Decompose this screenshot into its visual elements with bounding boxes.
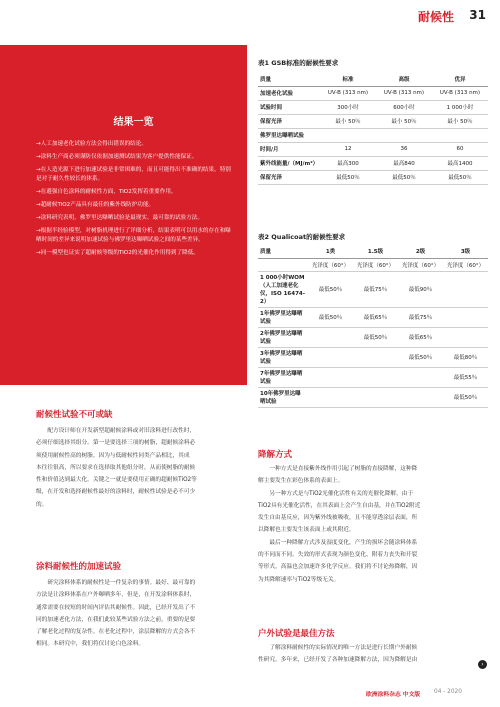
text-line: 须使用耐候性高的树脂。因为与低耐候性同类产品相比，其成 — [36, 452, 190, 459]
table-cell: 36 — [376, 142, 432, 156]
paragraph — [258, 463, 488, 586]
table-cell: 最低50％ — [353, 327, 398, 347]
table-cell — [353, 387, 398, 407]
table-cell — [320, 128, 376, 142]
text-line: 通常需要在较短的时间内评估其耐候性。因此，已经开发出了不 — [36, 604, 196, 611]
table-cell: 最小 50％ — [432, 114, 488, 128]
table-cell: 1 000小时 — [432, 100, 488, 114]
footer-magazine-name: 欧洲涂料杂志 中文版 — [366, 692, 421, 698]
header-cell: 质量 — [258, 72, 320, 86]
table-cell: 最低50％ — [308, 271, 353, 307]
header-cell: 3级 — [443, 245, 488, 258]
subheader-cell: 光泽度（60°） — [308, 258, 353, 271]
table-cell: 最低65％ — [353, 307, 398, 327]
summary-item: →根据半经验模型，对树脂机理进行了详细分析，结果表明可以用水的存在和曝晒时间的差异来说明加速试验与佛罗里达曝晒试验之间的某些差异。 — [36, 228, 231, 243]
table-cell: 最高300 — [320, 156, 376, 170]
text-line: 最后一种降解方式涉及湿度变化，产生的损坏会随涂料体系 — [258, 539, 418, 546]
row-label: 7年佛罗里达曝晒试验 — [258, 367, 308, 387]
table-header-row — [258, 245, 488, 258]
table-row — [258, 170, 488, 184]
header-cell: 1类 — [308, 245, 353, 258]
table-row — [258, 307, 488, 327]
text-line: 同的加速老化方法，在我们此较某些试验方法之前，重要的是要 — [36, 616, 196, 623]
table-cell: 最低50％ — [443, 387, 488, 407]
table-cell: 300小时 — [320, 100, 376, 114]
table-cell — [308, 327, 353, 347]
table-cell — [443, 271, 488, 307]
header-cell: 优异 — [432, 72, 488, 86]
table-cell — [308, 387, 353, 407]
text-line: 解主要发生在彩色体系的表面上。 — [258, 478, 344, 485]
section-heading: 户外试验是最佳方法 — [258, 629, 335, 639]
text-line: 本往往很高，所以要求在选择取其他组分时，从而使树脂的耐候 — [36, 464, 196, 471]
summary-item: →在避强自色涂料的耐候性方面，TiO2发挥着重要作用。 — [36, 189, 177, 195]
row-label: 紫外线能量/（MJ/m²） — [258, 156, 320, 170]
paragraph — [36, 425, 248, 511]
table-row — [258, 114, 488, 128]
header-cell: 质量 — [258, 245, 308, 258]
table-cell: 最高840 — [376, 156, 432, 170]
summary-item: →涂料生产商必须谨防仅依据加速测试结果为客户提供性能保证。 — [36, 154, 198, 160]
table-cell: 600小时 — [376, 100, 432, 114]
text-line: 的不同而不同。失效的形式表现为颜色变化、附着力丧失和开裂 — [258, 552, 418, 559]
table-cell — [308, 367, 353, 387]
table-cell — [308, 347, 353, 367]
table-title: 表2 Qualicoat的耐候性要求 — [258, 233, 346, 241]
table-cell: 最低75％ — [398, 307, 443, 327]
table-cell: 最低50％ — [308, 307, 353, 327]
table-cell: 最低90％ — [398, 271, 443, 307]
table-cell: 最小 50％ — [376, 114, 432, 128]
section-heading: 耐候性试验不可或缺 — [36, 410, 113, 420]
summary-item: →在人造光源下进行加速试验是非常困难的，而且可能得出不准确的结果，特别是对于耐久性较长的体系。 — [36, 167, 231, 182]
text-line: 性和价值达到最大化。关键之一就是要使用正确的超耐候TiO2等 — [36, 477, 197, 484]
row-label: 10年佛罗里达曝晒试验 — [258, 387, 308, 407]
text-line: 的。 — [36, 501, 48, 508]
table-cell — [443, 307, 488, 327]
table-cell: 60 — [432, 142, 488, 156]
table-cell: UV-B (313 nm) — [376, 86, 432, 100]
text-line: 方法是让涂料体系在户外曝晒多年，但是，在开发涂料体系时， — [36, 592, 196, 599]
table-row — [258, 142, 488, 156]
text-line: 研究涂料体系的耐候性是一件复杂的事情。最好、最可靠的 — [36, 580, 196, 586]
table-cell — [443, 327, 488, 347]
text-line: 级，在开发和选择耐候性最好的涂料时，耐候性试验是必不可少 — [36, 489, 196, 496]
table-cell — [353, 367, 398, 387]
table-header-row — [258, 72, 488, 86]
summary-item: →同一模型也证实了超耐候等级的TiO2的光催化作用得到了降低。 — [36, 250, 199, 256]
table-cell: 最低50％ — [376, 170, 432, 184]
header-cell: 高级 — [376, 72, 432, 86]
header-cell: 2级 — [398, 245, 443, 258]
section-heading: 涂料耐候性的加速试验 — [36, 562, 122, 572]
results-summary-box — [0, 45, 247, 385]
table-title: 表1 GSB标准的耐候性要求 — [258, 59, 339, 67]
row-label: 3年佛罗里达曝晒试验 — [258, 347, 308, 367]
header-cell: 标准 — [320, 72, 376, 86]
row-label: 加速老化试验 — [258, 86, 320, 100]
text-line: 相同。本研究中，我们将仅讨论白色涂料。 — [36, 641, 145, 648]
table-cell — [398, 387, 443, 407]
table-row — [258, 100, 488, 114]
text-line: 为其降解速率与TiO2等级无关。 — [258, 576, 340, 583]
table-row — [258, 347, 488, 367]
paragraph — [258, 642, 480, 667]
row-label: 试验时间 — [258, 100, 320, 114]
row-label: 保留光泽 — [258, 170, 320, 184]
row-label: 时间/月 — [258, 142, 320, 156]
paragraph — [36, 577, 248, 651]
qualicoat-requirements-table — [258, 245, 488, 408]
table-row — [258, 156, 488, 170]
page-number: 31 — [469, 8, 486, 22]
text-line: 性研究。多年来，已经开发了各种加速降解方法，因为降解是由 — [258, 657, 418, 664]
table-cell: 最低80％ — [443, 347, 488, 367]
table-cell: 最小 50％ — [320, 114, 376, 128]
table-row — [258, 86, 488, 100]
table-cell: UV-B (313 nm) — [432, 86, 488, 100]
table-row — [258, 327, 488, 347]
table-cell — [376, 128, 432, 142]
row-label: 1 000小时WOM（人工加速老化仪，ISO 16474-2） — [258, 271, 308, 307]
row-label: 1年佛罗里达曝晒试验 — [258, 307, 308, 327]
subheader-cell: 光泽度（60°） — [398, 258, 443, 271]
table-cell: 12 — [320, 142, 376, 156]
table-cell: 最低75％ — [353, 271, 398, 307]
subheader-cell: 光泽度（60°） — [353, 258, 398, 271]
table-row — [258, 271, 488, 307]
text-line: 另一种方式是与TiO2光催化活性有关的光催化降解，由于 — [258, 490, 414, 497]
page-header-title: 耐候性 — [417, 10, 454, 24]
table-cell: 最低65％ — [398, 327, 443, 347]
text-line: 了解涂料耐候性的实际情况的唯一方法是进行长期户外耐候 — [258, 645, 418, 651]
summary-item: →涂料研究表明，佛罗里达曝晒试验是最现实、最可靠的试验方法。 — [36, 215, 203, 221]
table-cell: 最低50％ — [320, 170, 376, 184]
row-label: 佛罗里达曝晒试验 — [258, 128, 320, 142]
subheader-cell — [258, 258, 308, 271]
text-line: 配方设计师在开发新型超耐候涂料或对旧涂料进行改性时， — [36, 428, 196, 434]
text-line: 发生自由基反应，因为紫外线被吸收，且不能穿透涂层表面，所 — [258, 515, 418, 522]
table-cell: 最低50％ — [432, 170, 488, 184]
table-cell — [432, 128, 488, 142]
footer-issue: 04 - 2020 — [434, 689, 462, 695]
text-line: 等形式。高温也会加速许多化学反应。我们将不讨论热降解，因 — [258, 564, 418, 571]
table-row — [258, 387, 488, 407]
gsb-requirements-table — [258, 72, 488, 185]
table-row — [258, 367, 488, 387]
section-heading: 降解方式 — [258, 450, 293, 460]
table-cell: 最低50％ — [398, 347, 443, 367]
text-line: 一种方式是直接紫外线作用引起了树脂的直接降解，这种降 — [258, 466, 418, 472]
text-line: 必须仔细选择其组分。第一是要选择三项的树脂，超耐候涂料必 — [36, 440, 196, 447]
summary-title: 结果一览 — [113, 117, 154, 128]
table-cell: 最低55％ — [443, 367, 488, 387]
table-cell — [398, 367, 443, 387]
table-subheader-row — [258, 258, 488, 271]
table-cell: UV-B (313 nm) — [320, 86, 376, 100]
header-cell: 1.5级 — [353, 245, 398, 258]
summary-item: →超耐候TiO2产品具有最佳的紫外线防护功能。 — [36, 202, 155, 208]
summary-item: →人工加速老化试验方法会得出错误的结论。 — [36, 141, 147, 147]
text-line: TiO2具有光催化活性，在其表面上会产生自由基，并在TiO2附近 — [258, 502, 421, 509]
table-cell: 最高1400 — [432, 156, 488, 170]
table-row — [258, 128, 488, 142]
table-cell — [353, 347, 398, 367]
continue-arrow-icon: › — [478, 660, 487, 669]
row-label: 保留光泽 — [258, 114, 320, 128]
row-label: 2年佛罗里达曝晒试验 — [258, 327, 308, 347]
subheader-cell: 光泽度（60°） — [443, 258, 488, 271]
text-line: 以降解也主要发生该表面上或其附近。 — [258, 527, 355, 534]
text-line: 了解老化过程的复杂性。在老化过程中，涂层降解的方式会各不 — [36, 629, 196, 636]
